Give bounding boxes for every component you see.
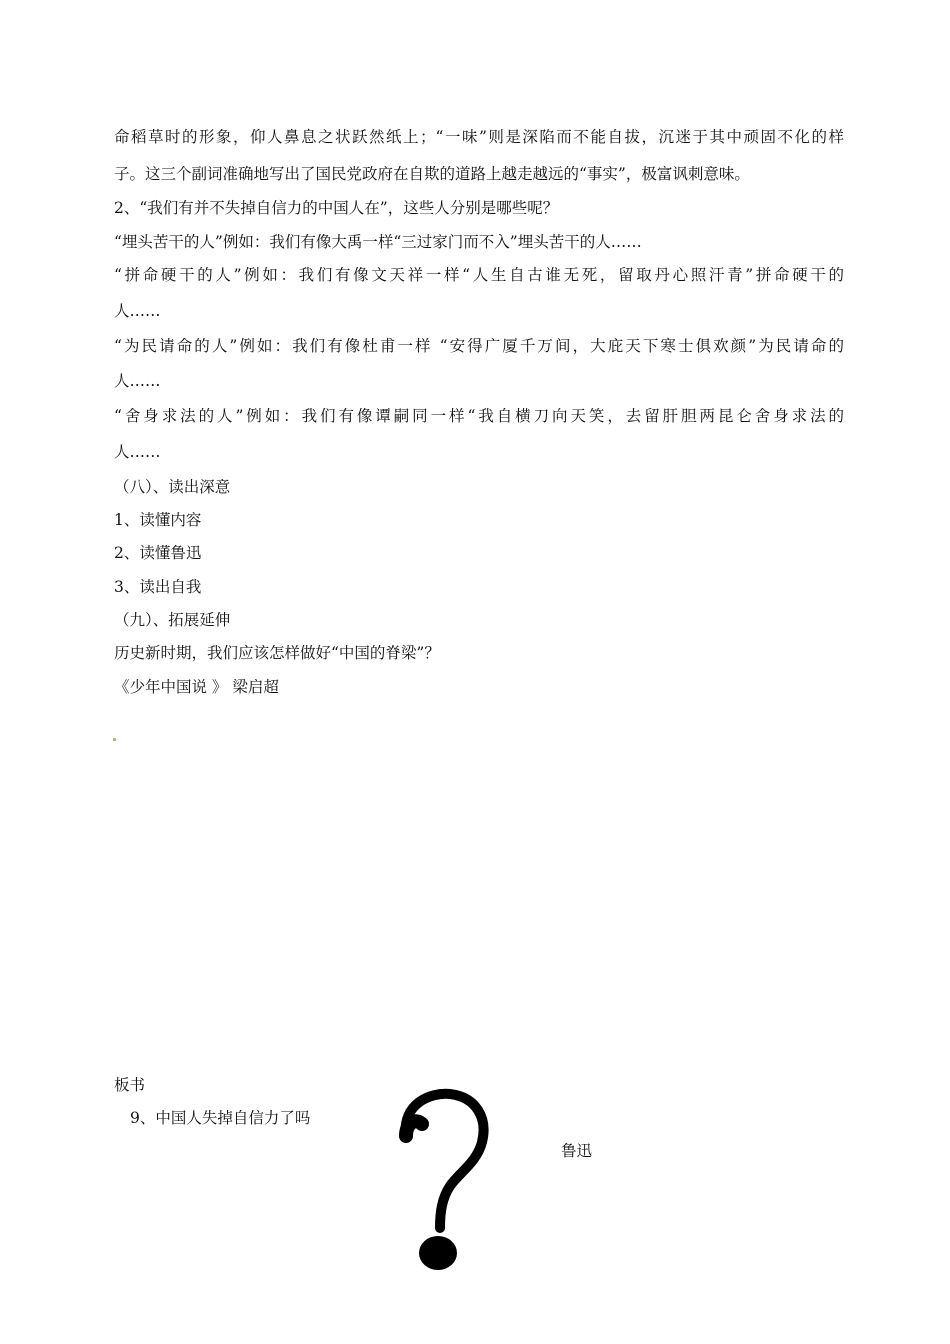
section-heading: （九）、拓展延伸 (114, 611, 231, 629)
question-line: 历史新时期，我们应该怎样做好“中国的脊梁”？ (114, 644, 440, 662)
example-line: “拼命硬干的人”例如：我们有像文天祥一样“人生自古谁无死，留取丹心照汗青”拼命硬干的 (114, 266, 844, 284)
example-line-continued: 人…… (114, 443, 161, 461)
example-line: “为民请命的人”例如：我们有像杜甫一样 “安得广厦千万间，大庇天下寒士俱欢颜”为民请命的 (114, 337, 844, 355)
paragraph-line: 子。这三个副词准确地写出了国民党政府在自欺的道路上越走越远的“事实”，极富讽刺意味。 (114, 165, 750, 183)
example-line: “埋头苦干的人”例如：我们有像大禹一样“三过家门而不入”埋头苦干的人…… (114, 233, 642, 251)
blackboard-item: 9、中国人失掉自信力了吗 (130, 1109, 311, 1127)
list-item: 3、读出自我 (114, 578, 202, 596)
example-line-continued: 人…… (114, 302, 161, 320)
list-item: 1、读懂内容 (114, 511, 202, 529)
reference-line: 《少年中国说 》 梁启超 (114, 678, 279, 696)
list-item: 2、读懂鲁迅 (114, 544, 202, 562)
paragraph-line: 命稻草时的形象，仰人鼻息之状跃然纸上；“一味”则是深陷而不能自拔，沉迷于其中顽固不化的样 (114, 128, 844, 146)
blackboard-author: 鲁迅 (561, 1142, 593, 1160)
blackboard-title: 板书 (114, 1076, 146, 1094)
example-line-continued: 人…… (114, 372, 161, 390)
example-line: “舍身求法的人”例如：我们有像谭嗣同一样“我自横刀向天笑，去留肝胆两昆仑舍身求法的 (114, 407, 844, 425)
section-heading: （八）、读出深意 (114, 478, 231, 496)
question-heading: 2、“我们有并不失掉自信力的中国人在”，这些人分别是哪些呢？ (114, 199, 559, 217)
question-mark-graphic (392, 1088, 492, 1278)
stray-mark (113, 738, 116, 741)
